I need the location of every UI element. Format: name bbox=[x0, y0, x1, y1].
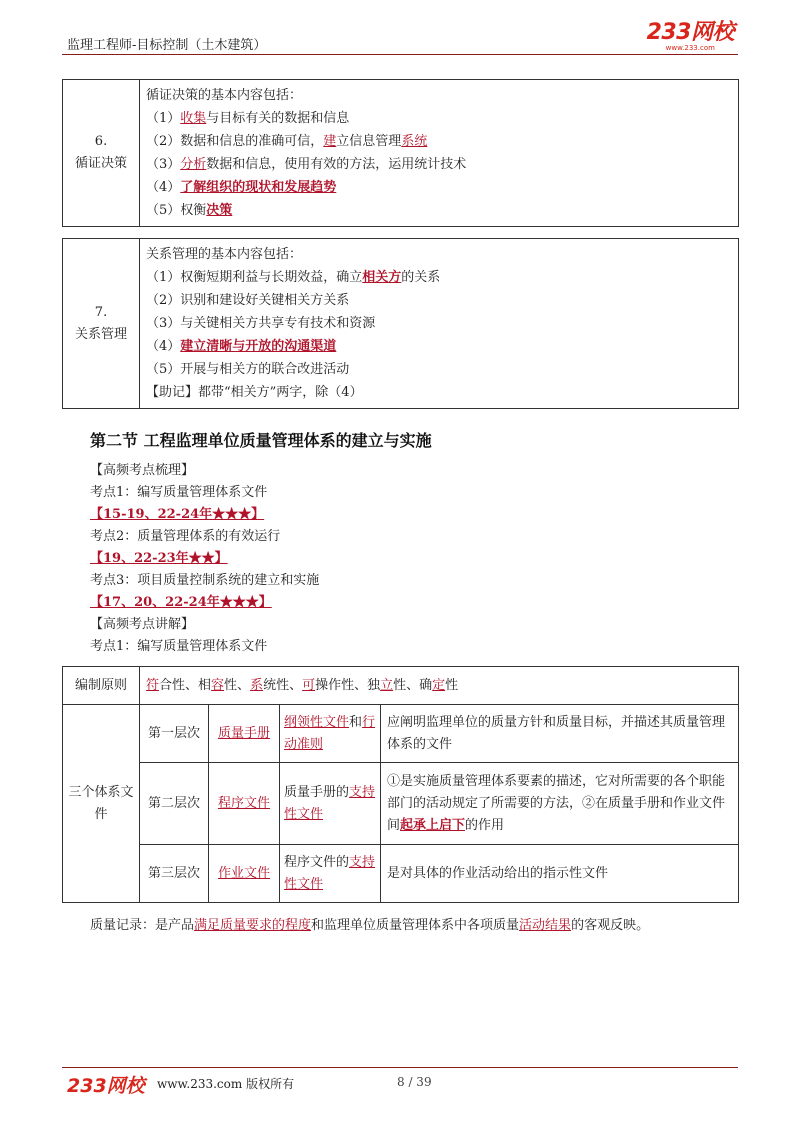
logo-subtext: www.233.com bbox=[665, 44, 715, 52]
nature-cell: 纲领性文件和行动准则 bbox=[280, 705, 381, 763]
doc-cell bbox=[209, 845, 280, 903]
section-title: 第二节 工程监理单位质量管理体系的建立与实施 bbox=[90, 431, 432, 450]
exam-point-1: 考点1：编写质量管理体系文件 bbox=[90, 485, 268, 500]
doc-name: 质量手册 bbox=[217, 725, 270, 741]
exam-point-1-years: 【15-19、22-24年★★★】 bbox=[90, 507, 265, 522]
principle-7-content bbox=[140, 239, 739, 409]
footer-divider bbox=[62, 1067, 738, 1068]
system-label-cell: 三个体系文件 bbox=[63, 705, 140, 903]
principle-6-item: （3）分析数据和信息，使用有效的方法，运用统计技术 bbox=[146, 157, 467, 172]
highlighted-keyword: 起承上启下 bbox=[400, 817, 466, 833]
level-cell: 第三层次 bbox=[140, 845, 209, 903]
principle-6-item: （1）收集与目标有关的数据和信息 bbox=[146, 111, 350, 126]
exam-point-3: 考点3：项目质量控制系统的建立和实施 bbox=[90, 573, 320, 588]
highlighted-keyword: 系统 bbox=[401, 134, 428, 149]
principle-6-item: （2）数据和信息的准确可信，建立信息管理系统 bbox=[146, 134, 428, 149]
principle-7-item: （2）识别和建设好关键相关方关系 bbox=[146, 293, 350, 308]
exam-point-2-years: 【19、22-23年★★】 bbox=[90, 551, 228, 566]
exam-point-3-years: 【17、20、22-24年★★★】 bbox=[90, 595, 272, 610]
highlighted-keyword: 相关方 bbox=[362, 270, 402, 285]
highlighted-keyword: 活动结果 bbox=[519, 918, 572, 933]
principle-7-intro: 关系管理的基本内容包括： bbox=[146, 247, 303, 262]
logo-text: 233网校 bbox=[646, 20, 734, 45]
principle-6-item: （5）权衡决策 bbox=[146, 203, 233, 218]
desc-cell: 应阐明监理单位的质量方针和质量目标，并描述其质量管理体系的文件 bbox=[381, 705, 739, 763]
system-documents-table bbox=[62, 666, 739, 903]
principle-7-label bbox=[63, 239, 140, 409]
highlighted-keyword: 容 bbox=[211, 677, 225, 693]
principle-7-mnemonic: 【助记】都带“相关方”两字，除（4） bbox=[146, 385, 363, 400]
highlighted-keyword: 定 bbox=[432, 677, 446, 693]
highlighted-keyword: 分析 bbox=[180, 157, 207, 172]
principle-label-cell: 编制原则 bbox=[63, 667, 140, 705]
sort-heading: 【高频考点梳理】 bbox=[90, 463, 195, 478]
highlighted-keyword: 了解组织的现状和发展趋势 bbox=[180, 180, 337, 195]
principle-6-name: 循证决策 bbox=[74, 156, 127, 171]
highlighted-keyword: 决策 bbox=[206, 203, 233, 218]
principle-6-number: 6. bbox=[94, 134, 108, 149]
highlighted-keyword: 收集 bbox=[180, 111, 207, 126]
doc-name: 程序文件 bbox=[217, 795, 270, 811]
highlighted-keyword: 行动准则 bbox=[284, 714, 376, 752]
header-divider bbox=[62, 54, 738, 55]
doc-name: 作业文件 bbox=[217, 865, 270, 881]
principle-6-label bbox=[63, 80, 140, 227]
highlighted-keyword: 立 bbox=[380, 677, 394, 693]
highlighted-keyword: 符 bbox=[146, 677, 160, 693]
principle-6-item: （4）了解组织的现状和发展趋势 bbox=[146, 180, 337, 195]
principle-values-cell: 符合性、相容性、系统性、可操作性、独立性、确定性 bbox=[140, 667, 739, 705]
doc-cell bbox=[209, 705, 280, 763]
explain-point-1: 考点1：编写质量管理体系文件 bbox=[90, 639, 268, 654]
highlighted-keyword: 满足质量要求的程度 bbox=[194, 918, 312, 933]
page-number: 8 / 39 bbox=[397, 1075, 432, 1089]
principle-6-content bbox=[140, 80, 739, 227]
quality-record-note: 质量记录：是产品满足质量要求的程度和监理单位质量管理体系中各项质量活动结果的客观反映。 bbox=[90, 918, 650, 933]
exam-point-2: 考点2：质量管理体系的有效运行 bbox=[90, 529, 281, 544]
doc-cell bbox=[209, 763, 280, 845]
footer-copyright: www.233.com 版权所有 bbox=[157, 1077, 295, 1091]
highlighted-keyword: 支持性文件 bbox=[284, 854, 376, 892]
principle-6-intro: 循证决策的基本内容包括： bbox=[146, 88, 303, 103]
highlighted-keyword: 系 bbox=[250, 677, 264, 693]
brand-logo bbox=[647, 22, 734, 52]
principle-7-item: （4）建立清晰与开放的沟通渠道 bbox=[146, 339, 337, 354]
principle-7-number: 7. bbox=[94, 304, 108, 320]
principle-7-item: （1）权衡短期利益与长期效益，确立相关方的关系 bbox=[146, 270, 441, 285]
explain-heading: 【高频考点讲解】 bbox=[90, 617, 195, 632]
highlighted-keyword: 支持性文件 bbox=[284, 784, 376, 822]
nature-cell: 程序文件的支持性文件 bbox=[280, 845, 381, 903]
principle-6-table bbox=[62, 79, 739, 227]
principle-7-item: （3）与关键相关方共享专有技术和资源 bbox=[146, 316, 376, 331]
highlighted-keyword: 可 bbox=[302, 677, 316, 693]
level-cell: 第二层次 bbox=[140, 763, 209, 845]
nature-cell: 质量手册的支持性文件 bbox=[280, 763, 381, 845]
highlighted-keyword: 纲领性文件 bbox=[284, 714, 350, 730]
highlighted-keyword: 建 bbox=[323, 134, 337, 149]
principle-7-name: 关系管理 bbox=[74, 326, 127, 342]
footer-logo: 233网校 bbox=[67, 1075, 145, 1097]
highlighted-keyword: 建立清晰与开放的沟通渠道 bbox=[180, 339, 337, 354]
document-header-title: 监理工程师-目标控制（土木建筑） bbox=[67, 38, 267, 53]
level-cell: 第一层次 bbox=[140, 705, 209, 763]
desc-cell: ①是实施质量管理体系要素的描述，它对所需要的各个职能部门的活动规定了所需要的方法，②在质量手册和作业文件间起承上启下的作用 bbox=[381, 763, 739, 845]
principle-7-table bbox=[62, 238, 739, 409]
desc-cell: 是对具体的作业活动给出的指示性文件 bbox=[381, 845, 739, 903]
principle-7-item: （5）开展与相关方的联合改进活动 bbox=[146, 362, 350, 377]
